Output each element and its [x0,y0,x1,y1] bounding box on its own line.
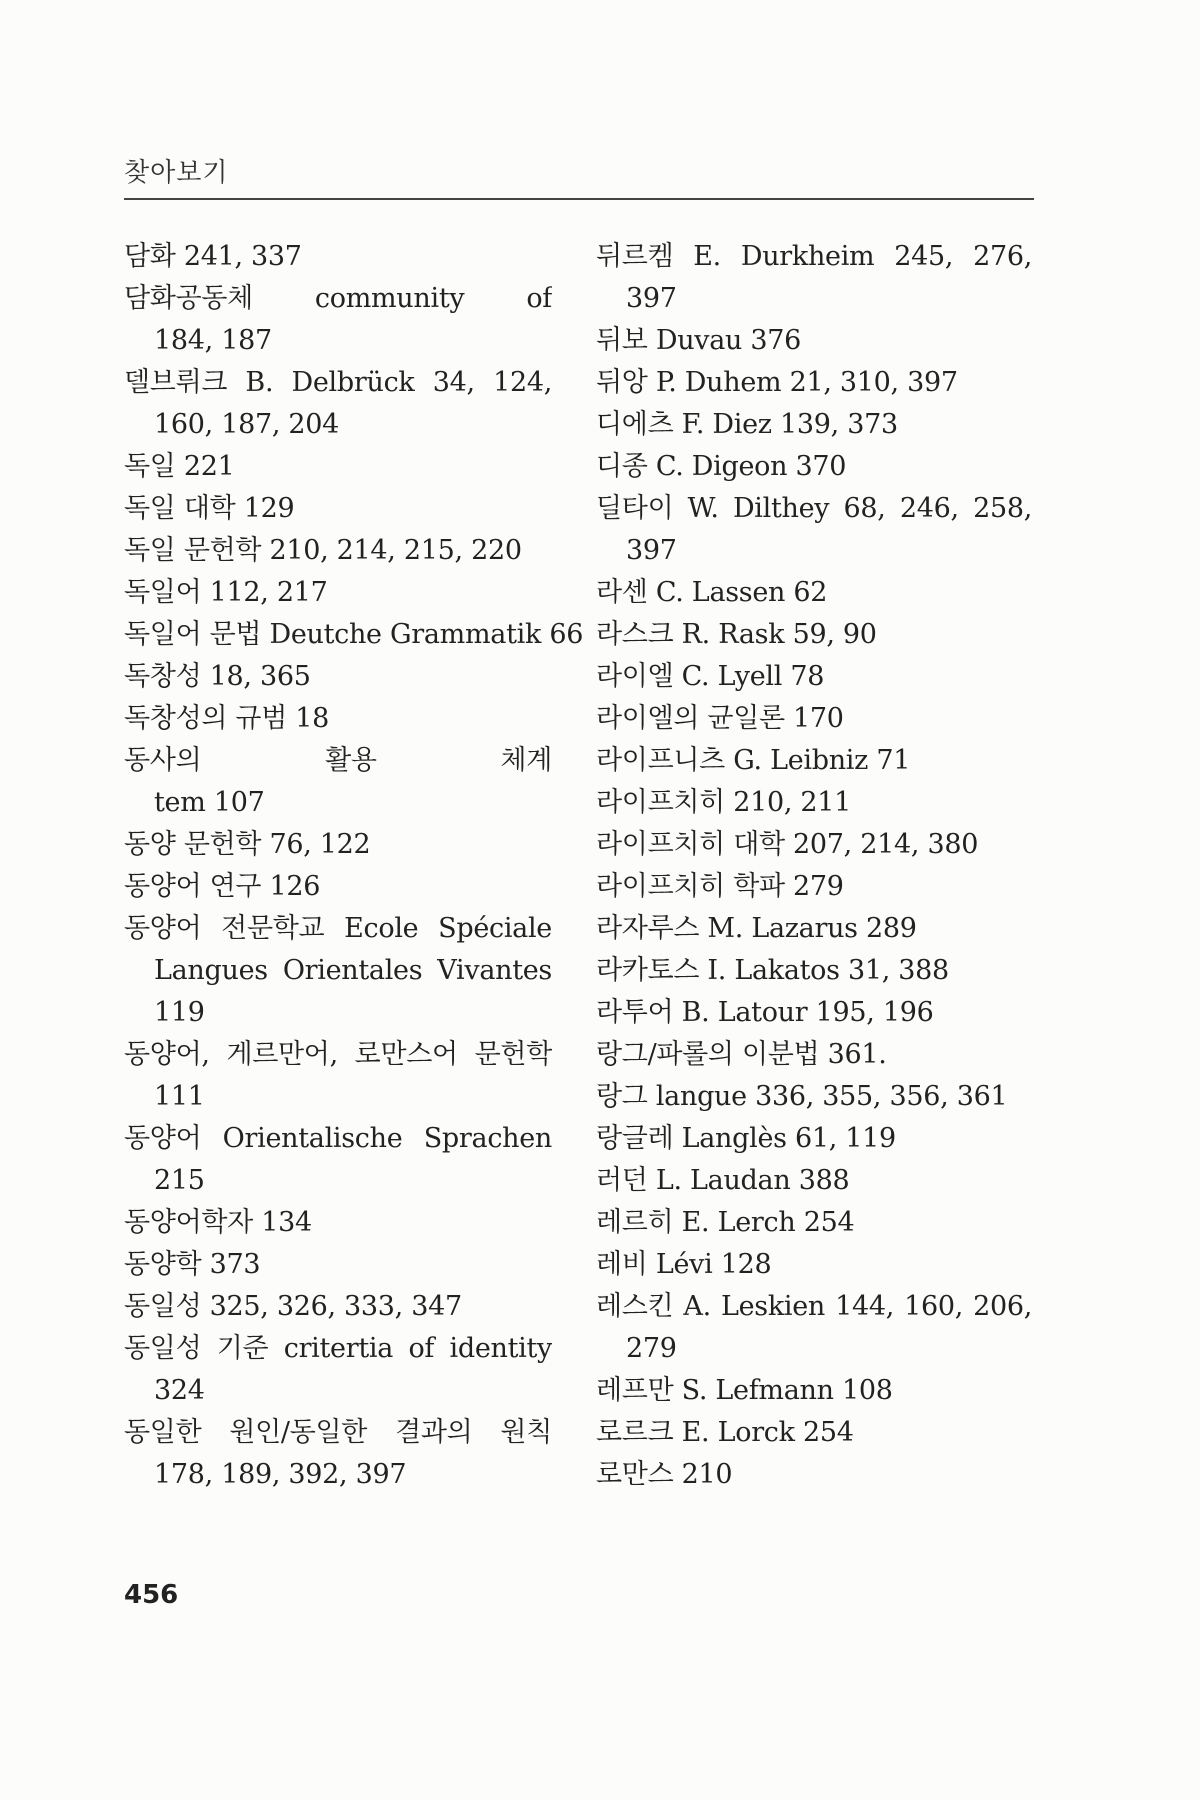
page-header [124,152,1034,200]
index-entry-line: 279 [626,1333,677,1364]
index-entry-line: 동양어학자 134 [124,1207,312,1238]
index-entry-line: 랑그/파롤의 이분법 361. [596,1039,887,1070]
index-entry-line: 뒤르켐 E. Durkheim 245, 276, [596,241,1032,272]
index-entry-line: 독일 대학 129 [124,493,295,524]
index-entry-line: 로만스 210 [596,1459,733,1490]
index-entry-line: 178, 189, 392, 397 [154,1459,407,1490]
index-entry-line: 담화공동체 community of [124,283,552,314]
index-entry-line: 라이엘의 균일론 170 [596,703,844,734]
index-entry-line: 독일어 112, 217 [124,577,328,608]
index-entry-line: 레르히 E. Lerch 254 [596,1207,855,1238]
index-entry-line: 레비 Lévi 128 [596,1249,772,1280]
index-entry-line: 뒤보 Duvau 376 [596,325,802,356]
index-entry-line: 동일성 325, 326, 333, 347 [124,1291,462,1322]
index-entry-line: 라자루스 M. Lazarus 289 [596,913,917,944]
index-entry-line: 215 [154,1165,205,1196]
index-entry-line: 라이엘 C. Lyell 78 [596,661,825,692]
index-entry-line: 동사의 활용 체계 [124,745,552,776]
index-entry-line: 동양학 373 [124,1249,261,1280]
index-entry-line: 397 [626,283,677,314]
index-entry-line: 델브뤼크 B. Delbrück 34, 124, [124,367,552,398]
index-column-left [124,236,584,1496]
index-entry-line: 레프만 S. Lefmann 108 [596,1375,893,1406]
index-entry-line: 동양어 전문학교 Ecole Spéciale [124,913,552,944]
index-entry-line: 동양 문헌학 76, 122 [124,829,371,860]
page-number: 456 [124,1580,179,1610]
index-entry-line: 독창성의 규범 18 [124,703,330,734]
index-entry-line: 독창성 18, 365 [124,661,311,692]
header-title: 찾아보기 [124,158,229,188]
index-entry-line: 레스킨 A. Leskien 144, 160, 206, [596,1291,1032,1322]
index-entry-line: 동양어 Orientalische Sprachen [124,1123,552,1154]
index-entry-line: 라이프치히 대학 207, 214, 380 [596,829,979,860]
index-entry-line: 119 [154,997,205,1028]
index-entry-line: 동일성 기준 critertia of identity [124,1333,552,1364]
index-entry-line: 랑그 langue 336, 355, 356, 361 [596,1081,1008,1112]
index-entry-line: 동양어, 게르만어, 로만스어 문헌학 [124,1039,552,1070]
index-entry-line: 397 [626,535,677,566]
index-entry-line: 라센 C. Lassen 62 [596,577,828,608]
index-entry-line: 동일한 원인/동일한 결과의 원칙 [124,1417,552,1448]
index-entry-line: 랑글레 Langlès 61, 119 [596,1123,896,1154]
index-entry-line: 동양어 연구 126 [124,871,321,902]
index-entry-line: 독일 221 [124,451,235,482]
index-entry-line: 로르크 E. Lorck 254 [596,1417,854,1448]
index-entry-line: 라이프치히 학파 279 [596,871,844,902]
index-entry-line: 독일어 문법 Deutche Grammatik 66 [124,619,584,650]
index-column-right [596,236,1032,1496]
index-entry-line: 디에츠 F. Diez 139, 373 [596,409,898,440]
index-entry-line: 160, 187, 204 [154,409,340,440]
index-entry-line: 라카토스 I. Lakatos 31, 388 [596,955,949,986]
index-entry-line: 184, 187 [154,325,272,356]
index-entry-line: 111 [154,1081,205,1112]
index-entry-line: 딜타이 W. Dilthey 68, 246, 258, [596,493,1032,524]
index-entry-line: 독일 문헌학 210, 214, 215, 220 [124,535,522,566]
index-entry-line: Langues Orientales Vivantes [154,955,552,986]
index-entry-line: 라이프치히 210, 211 [596,787,852,818]
index-entry-line: 라스크 R. Rask 59, 90 [596,619,877,650]
index-entry-line: 라이프니츠 G. Leibniz 71 [596,745,911,776]
index-entry-line: tem 107 [154,787,265,818]
index-entry-line: 디종 C. Digeon 370 [596,451,847,482]
index-entry-line: 뒤앙 P. Duhem 21, 310, 397 [596,367,958,398]
index-entry-line: 라투어 B. Latour 195, 196 [596,997,934,1028]
index-entry-line: 러던 L. Laudan 388 [596,1165,850,1196]
index-entry-line: 324 [154,1375,205,1406]
index-entry-line: 담화 241, 337 [124,241,302,272]
